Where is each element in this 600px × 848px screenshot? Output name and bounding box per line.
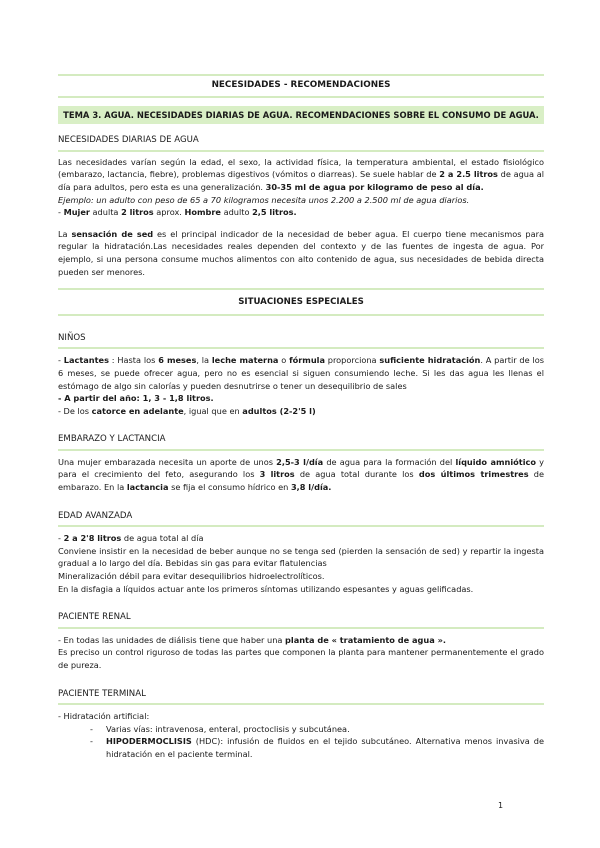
renal-control: Es preciso un control riguroso de todas las partes que componen la planta para mantener permanentemente el grado de pureza. — [58, 647, 544, 670]
document-title: NECESIDADES - RECOMENDACIONES — [211, 80, 391, 90]
special-situations-heading: SITUACIONES ESPECIALES — [238, 297, 364, 308]
elderly-dysphagia: En la disfagia a líquidos actuar ante los primeros síntomas utilizando espesantes y aguas gelificadas. — [58, 583, 474, 594]
divider — [58, 96, 544, 98]
terminal-list — [58, 723, 544, 761]
children-fourteen: - De los catorce en adelante, igual que en adultos (2-2'5 l) — [58, 405, 316, 416]
children-infants: - Lactantes : Hasta los 6 meses, la leche materna o fórmula proporciona suficiente hidratación. A partir de los 6 meses, se puede ofrecer agua, pero no es esencial si siguen consumiendo leche. Si les das agua les llenas el estómago de algo sin calorías y pueden desnutrirse o tener un desequilibrio de sales — [58, 355, 544, 391]
list-item: - Varias vías: intravenosa, enteral, proctoclisis y subcutánea. — [90, 723, 544, 736]
section-heading-elderly: EDAD AVANZADA — [58, 510, 133, 521]
children-one-year: - A partir del año: 1, 3 - 1,8 litros. — [58, 393, 214, 404]
section-heading-pregnancy: EMBARAZO Y LACTANCIA — [58, 434, 166, 445]
section-heading-children: NIÑOS — [58, 332, 86, 343]
document-page — [58, 74, 544, 761]
page-number: 1 — [498, 801, 504, 810]
section-heading-terminal: PACIENTE TERMINAL — [58, 688, 146, 699]
elderly-advice: Conviene insistir en la necesidad de beber aunque no se tenga sed (pierden la sensación de sed) y repartir la ingesta gradual a lo largo del día. Bebidas sin gas para evitar flatulencias — [58, 545, 544, 569]
elderly-amount: - 2 a 2'8 litros de agua total al día — [58, 533, 204, 544]
section-heading-renal: PACIENTE RENAL — [58, 612, 131, 623]
needs-paragraph: Las necesidades varían según la edad, el sexo, la actividad física, la temperatura ambiental, el estado fisiológico (embarazo, lactancia, fiebre), problemas digestivos (vómitos o diarreas). Se suele hablar de 2 a 2.5 litros de agua al día para adultos, pero esta es una generalización. 30-35 ml de agua por kilogramo de peso al día. — [58, 156, 545, 192]
pregnancy-paragraph: Una mujer embarazada necesita un aporte de unos 2,5-3 l/día de agua para la formación del líquido amniótico y para el crecimiento del feto, asegurando los 3 litros de agua total durante los dos últimos trimestres de embarazo. En la lactancia se fija el consumo hídrico en 3,8 l/día. — [58, 456, 544, 493]
section-heading-needs: NECESIDADES DIARIAS DE AGUA — [58, 135, 199, 146]
list-item: - HIPODERMOCLISIS (HDC): infusión de fluidos en el tejido subcutáneo. Alternativa menos invasiva de hidratación en el paciente terminal. — [90, 735, 544, 760]
topic-banner: TEMA 3. AGUA. NECESIDADES DIARIAS DE AGUA. RECOMENDACIONES SOBRE EL CONSUMO DE AGUA. — [58, 106, 544, 125]
renal-plant: - En todas las unidades de diálisis tiene que haber una planta de « tratamiento de agua ». — [58, 634, 447, 645]
needs-example: Ejemplo: un adulto con peso de 65 a 70 kilogramos necesita unos 2.200 a 2.500 ml de agua diarios. — [58, 194, 470, 205]
needs-adults: - Mujer adulta 2 litros aprox. Hombre adulto 2,5 litros. — [58, 207, 297, 218]
thirst-paragraph: La sensación de sed es el principal indicador de la necesidad de beber agua. El cuerpo tiene mecanismos para regular la hidratación.Las necesidades reales dependen del contexto y de las fuentes de ingesta de agua. Por ejemplo, si una persona consume muchos alimentos con alto contenido de agua, sus necesidades de bebida directa pueden ser menores. — [58, 228, 545, 277]
terminal-hydration: - Hidratación artificial: — [58, 711, 150, 722]
elderly-mineral: Mineralización débil para evitar desequilibrios hidroelectrolíticos. — [58, 571, 325, 582]
